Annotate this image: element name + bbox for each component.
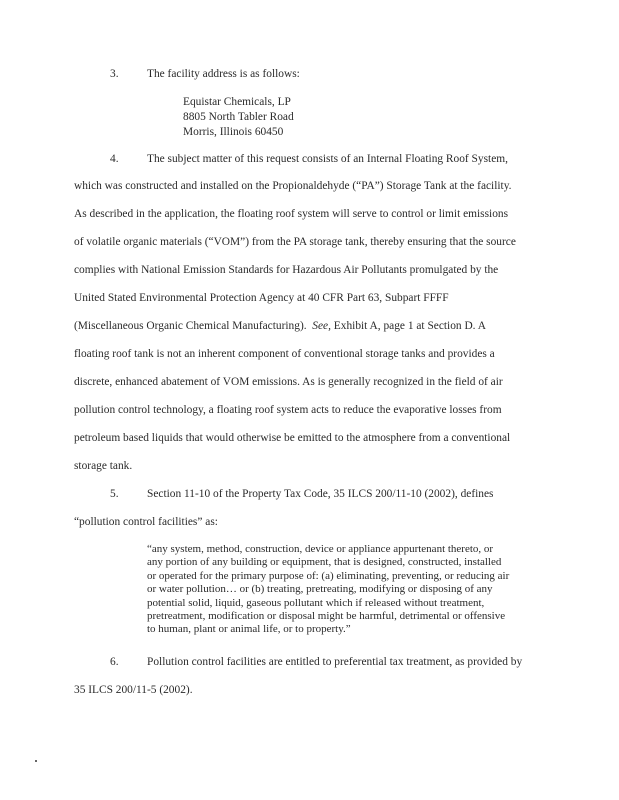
paragraph-4-line: floating roof tank is not an inherent component of conventional storage tanks and provides a (74, 348, 495, 360)
quote-line: “any system, method, construction, device or appliance appurtenant thereto, or (147, 543, 494, 555)
paragraph-4-line-see (74, 320, 486, 332)
paragraph-4-line: pollution control technology, a floating roof system acts to reduce the evaporative losses from (74, 404, 502, 416)
paragraph-5-line: Section 11-10 of the Property Tax Code, 35 ILCS 200/11-10 (2002), defines (147, 488, 494, 500)
paragraph-6-line: 35 ILCS 200/11-5 (2002). (74, 684, 193, 696)
paragraph-4-line: discrete, enhanced abatement of VOM emissions. As is generally recognized in the field of air (74, 376, 503, 388)
paragraph-4-line: which was constructed and installed on the Propionaldehyde (“PA”) Storage Tank at the facility. (74, 180, 512, 192)
paragraph-4-line: petroleum based liquids that would otherwise be emitted to the atmosphere from a conventional (74, 432, 511, 444)
facility-address-line-2: 8805 North Tabler Road (183, 111, 294, 123)
see-signal: See, (312, 320, 331, 332)
quote-line: to human, plant or animal life, or to property.” (147, 623, 351, 636)
paragraph-4-line: (Miscellaneous Organic Chemical Manufacturing). (74, 320, 307, 332)
paragraph-4-line: As described in the application, the floating roof system will serve to control or limit emissions (74, 208, 509, 220)
quote-line: or water pollution… or (b) treating, pretreating, modifying or disposing of any (147, 583, 493, 596)
paragraph-4-line: The subject matter of this request consists of an Internal Floating Roof System, (147, 153, 508, 165)
paragraph-6-number: 6. (110, 656, 119, 668)
exhibit-reference: Exhibit A, page 1 at Section D. A (330, 320, 486, 332)
facility-address-line-1: Equistar Chemicals, LP (183, 96, 291, 108)
paragraph-5-line: “pollution control facilities” as: (74, 516, 218, 528)
paragraph-4-line: United Stated Environmental Protection Agency at 40 CFR Part 63, Subpart FFFF (74, 292, 449, 304)
quote-line: any portion of any building or equipment, that is designed, constructed, installed (147, 556, 502, 569)
quote-line: or operated for the primary purpose of: (a) eliminating, preventing, or reducing air (147, 569, 510, 582)
paragraph-3-number: 3. (110, 68, 119, 80)
paragraph-4-line: of volatile organic materials (“VOM”) from the PA storage tank, thereby ensuring that the source (74, 236, 516, 248)
paragraph-4-number: 4. (110, 153, 119, 165)
paragraph-3-text: The facility address is as follows: (147, 68, 300, 80)
facility-address-line-3: Morris, Illinois 60450 (183, 126, 284, 138)
paragraph-6-line: Pollution control facilities are entitled to preferential tax treatment, as provided by (147, 656, 523, 668)
quote-line: potential solid, liquid, gaseous pollutant which if released without treatment, (147, 596, 485, 609)
paragraph-4-line: complies with National Emission Standards for Hazardous Air Pollutants promulgated by the (74, 264, 499, 276)
paragraph-5-number: 5. (110, 488, 119, 500)
quote-line: pretreatment, modification or disposal might be harmful, detrimental or offensive (147, 610, 506, 622)
scan-speck (35, 760, 37, 762)
paragraph-4-line: storage tank. (74, 460, 133, 472)
